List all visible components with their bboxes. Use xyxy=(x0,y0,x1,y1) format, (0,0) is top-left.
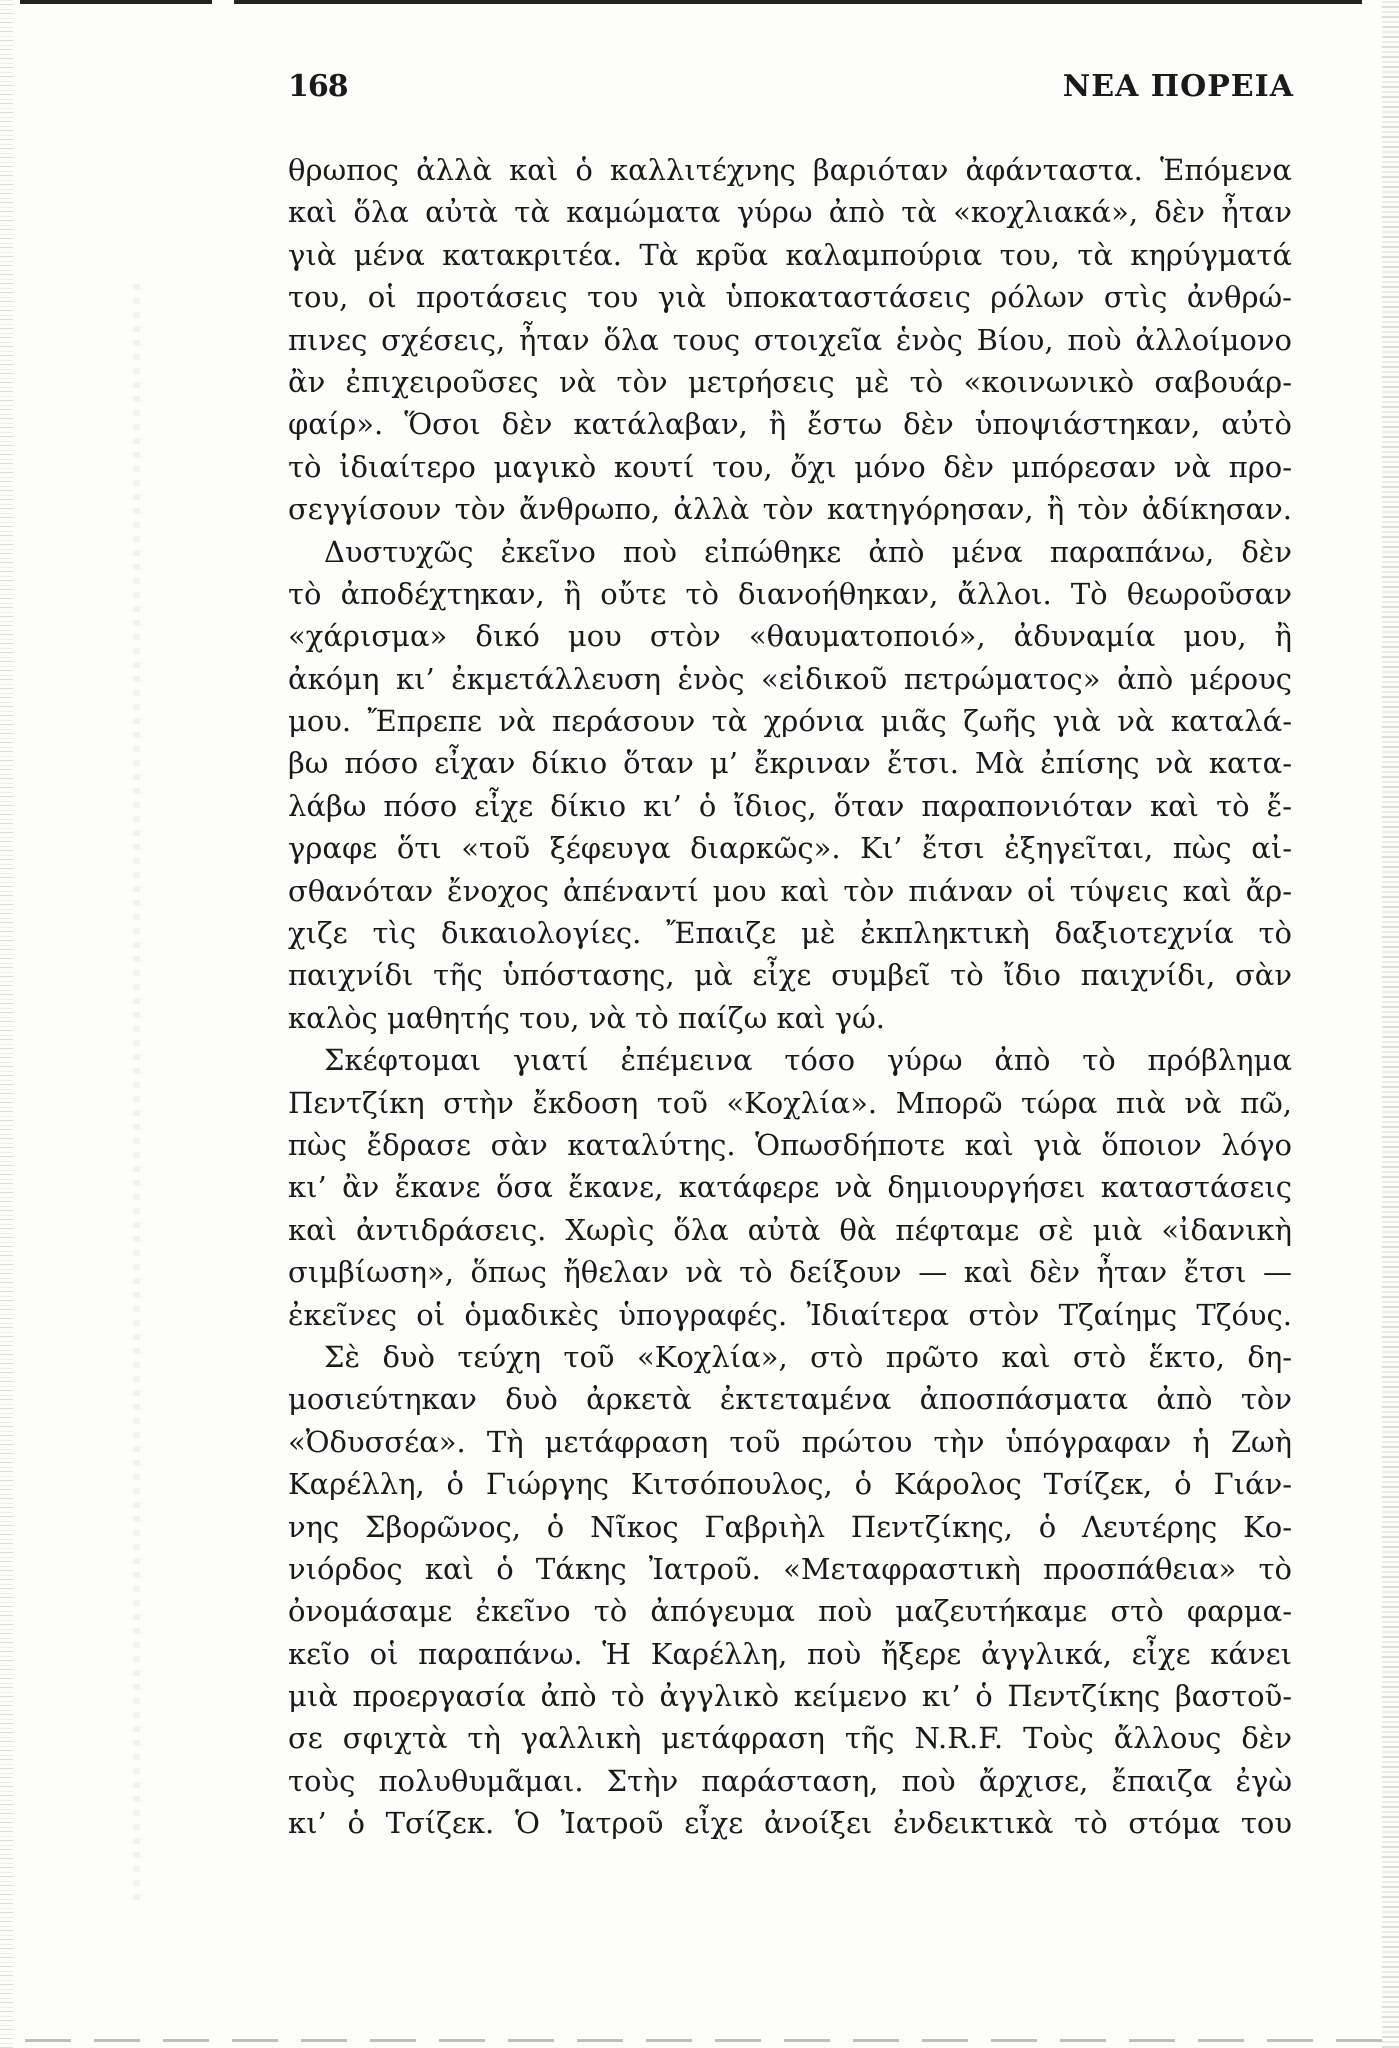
text-line: πινες σχέσεις, ἦταν ὅλα τους στοιχεῖα ἑνὸς Βίου, ποὺ ἀλλοίμονο xyxy=(288,322,1292,357)
text-line: μου. Ἔπρεπε νὰ περάσουν τὰ χρόνια μιᾶς ζωῆς γιὰ νὰ καταλά- xyxy=(288,704,1292,739)
text-line: Πεντζίκη στὴν ἔκδοση τοῦ «Κοχλία». Μπορῶ τώρα πιὰ νὰ πῶ, xyxy=(288,1085,1292,1120)
text-line: του, οἱ προτάσεις του γιὰ ὑποκαταστάσεις ρόλων στὶς ἀνθρώ- xyxy=(288,280,1292,315)
text-line: φαίρ». Ὅσοι δὲν κατάλαβαν, ἢ ἔστω δὲν ὑποψιάστηκαν, αὐτὸ xyxy=(288,407,1292,442)
text-line: τὸ ἀποδέχτηκαν, ἢ οὔτε τὸ διανοήθηκαν, ἄλλοι. Τὸ θεωροῦσαν xyxy=(288,576,1292,611)
text-line: καὶ ἀντιδράσεις. Χωρὶς ὅλα αὐτὰ θὰ πέφταμε σὲ μιὰ «ἰδανικὴ xyxy=(288,1212,1292,1247)
text-line: νιόρδος καὶ ὁ Τάκης Ἰατροῦ. «Μεταφραστικὴ προσπάθεια» τὸ xyxy=(288,1551,1292,1586)
text-line: τοὺς πολυθυμᾶμαι. Στὴν παράσταση, ποὺ ἄρχισε, ἔπαιζα ἐγὼ xyxy=(288,1763,1292,1798)
text-line: σθανόταν ἔνοχος ἀπέναντί μου καὶ τὸν πιάναν οἱ τύψεις καὶ ἄρ- xyxy=(288,873,1292,908)
text-line: μιὰ προεργασία ἀπὸ τὸ ἀγγλικὸ κείμενο κι’ ὁ Πεντζίκης βαστοῦ- xyxy=(288,1679,1292,1714)
text-line: νης Σβορῶνος, ὁ Νῖκος Γαβριὴλ Πεντζίκης, ὁ Λευτέρης Κο- xyxy=(288,1509,1292,1544)
text-line: βω πόσο εἶχαν δίκιο ὅταν μ’ ἔκριναν ἔτσι. Μὰ ἐπίσης νὰ κατα- xyxy=(288,746,1292,781)
text-line: καὶ ὅλα αὐτὰ τὰ καμώματα γύρω ἀπὸ τὰ «κοχλιακά», δὲν ἦταν xyxy=(288,195,1292,230)
bottom-scan-dashes xyxy=(25,2039,1399,2042)
text-line: σε σφιχτὰ τὴ γαλλικὴ μετάφραση τῆς N.R.F. Τοὺς ἄλλους δὲν xyxy=(288,1721,1292,1756)
text-line: ἐκεῖνες οἱ ὁμαδικὲς ὑπογραφές. Ἰδιαίτερα στὸν Τζαίημς Τζόυς. xyxy=(288,1297,1292,1332)
left-scan-edge xyxy=(0,0,13,2048)
right-scan-edge xyxy=(1382,0,1399,2048)
text-line: ἂν ἐπιχειροῦσες νὰ τὸν μετρήσεις μὲ τὸ «κοινωνικὸ σαβουάρ- xyxy=(288,364,1292,399)
text-line: ἀκόμη κι’ ἐκμετάλλευση ἑνὸς «εἰδικοῦ πετρώματος» ἀπὸ μέρους xyxy=(288,661,1292,696)
top-scan-rule xyxy=(20,0,1362,4)
journal-title: ΝΕΑ ΠΟΡΕΙΑ xyxy=(1062,69,1294,104)
text-line: κεῖο οἱ παραπάνω. Ἡ Καρέλλη, ποὺ ἤξερε ἀγγλικά, εἶχε κάνει xyxy=(288,1636,1292,1671)
text-line: σεγγίσουν τὸν ἄνθρωπο, ἀλλὰ τὸν κατηγόρησαν, ἢ τὸν ἀδίκησαν. xyxy=(288,492,1292,527)
text-line: λάβω πόσο εἶχε δίκιο κι’ ὁ ἴδιος, ὅταν παραπονιόταν καὶ τὸ ἔ- xyxy=(288,788,1292,823)
left-margin-scan-streak xyxy=(133,280,140,1900)
text-line: Σὲ δυὸ τεύχη τοῦ «Κοχλία», στὸ πρῶτο καὶ στὸ ἕκτο, δη- xyxy=(324,1339,1292,1374)
text-line: πὼς ἔδρασε σὰν καταλύτης. Ὁπωσδήποτε καὶ γιὰ ὅποιον λόγο xyxy=(288,1127,1292,1162)
text-line: παιχνίδι τῆς ὑπόστασης, μὰ εἶχε συμβεῖ τὸ ἴδιο παιχνίδι, σὰν xyxy=(288,958,1292,993)
text-line: ὀνομάσαμε ἐκεῖνο τὸ ἀπόγευμα ποὺ μαζευτήκαμε στὸ φαρμα- xyxy=(288,1594,1292,1629)
text-line: γραφε ὅτι «τοῦ ξέφευγα διαρκῶς». Κι’ ἔτσι ἐξηγεῖται, πὼς αἰ- xyxy=(288,831,1292,866)
text-line: «χάρισμα» δικό μου στὸν «θαυματοποιό», ἀδυναμία μου, ἢ xyxy=(288,619,1292,654)
text-line: θρωπος ἀλλὰ καὶ ὁ καλλιτέχνης βαριόταν ἀφάνταστα. Ἑπόμενα xyxy=(288,153,1292,187)
text-line: Δυστυχῶς ἐκεῖνο ποὺ εἰπώθηκε ἀπὸ μένα παραπάνω, δὲν xyxy=(324,534,1292,569)
page-header xyxy=(288,68,1294,106)
text-line: γιὰ μένα κατακριτέα. Τὰ κρῦα καλαμπούρια του, τὰ κηρύγματά xyxy=(288,237,1292,272)
text-line: κι’ ἂν ἔκανε ὅσα ἔκανε, κατάφερε νὰ δημιουργήσει καταστάσεις xyxy=(288,1170,1292,1205)
text-line: μοσιεύτηκαν δυὸ ἀρκετὰ ἐκτεταμένα ἀποσπάσματα ἀπὸ τὸν xyxy=(288,1382,1292,1417)
text-line: Σκέφτομαι γιατί ἐπέμεινα τόσο γύρω ἀπὸ τὸ πρόβλημα xyxy=(324,1043,1292,1078)
text-line: Καρέλλη, ὁ Γιώργης Κιτσόπουλος, ὁ Κάρολος Τσίζεκ, ὁ Γιάν- xyxy=(288,1467,1292,1502)
text-line: κι’ ὁ Τσίζεκ. Ὁ Ἰατροῦ εἶχε ἀνοίξει ἐνδεικτικὰ τὸ στόμα του xyxy=(288,1806,1292,1841)
text-line: καλὸς μαθητής του, νὰ τὸ παίζω καὶ γώ. xyxy=(288,1000,885,1035)
page-number: 168 xyxy=(288,69,348,104)
body-text xyxy=(288,149,1292,1845)
text-line: σιμβίωση», ὅπως ἤθελαν νὰ τὸ δείξουν — καὶ δὲν ἦταν ἔτσι — xyxy=(288,1255,1292,1290)
text-line: τὸ ἰδιαίτερο μαγικὸ κουτί του, ὄχι μόνο δὲν μπόρεσαν νὰ προ- xyxy=(288,449,1292,484)
text-line: χιζε τὶς δικαιολογίες. Ἔπαιζε μὲ ἐκπληκτικὴ δαξιοτεχνία τὸ xyxy=(288,916,1292,951)
text-line: «Ὀδυσσέα». Τὴ μετάφραση τοῦ πρώτου τὴν ὑπόγραφαν ἡ Ζωὴ xyxy=(288,1424,1292,1459)
